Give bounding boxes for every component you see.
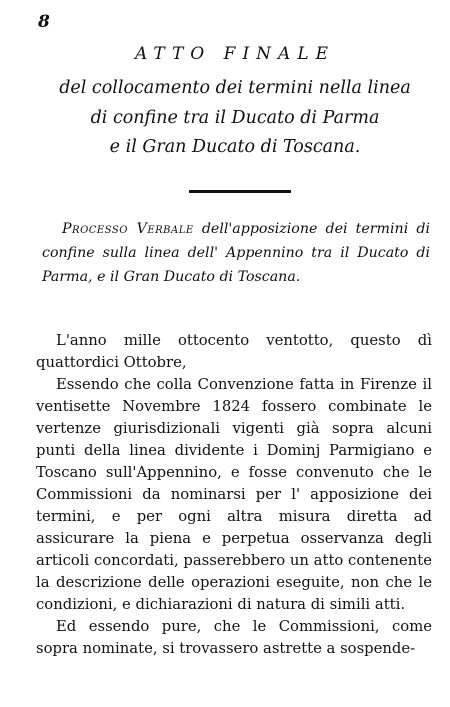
section-divider bbox=[189, 190, 291, 193]
document-subtitle-line-3: e il Gran Ducato di Toscana. bbox=[109, 137, 361, 157]
body-paragraph: L'anno mille ottocento ventotto, questo dì quattordici Ottobre, bbox=[36, 332, 432, 371]
body-paragraph: Ed essendo pure, che le Commissioni, come sopra nominate, si trovassero astrette a sospende- bbox=[36, 618, 432, 657]
processo-verbale-paragraph bbox=[42, 217, 430, 289]
page-number: 8 bbox=[38, 12, 50, 32]
document-subtitle-line-2: di confine tra il Ducato di Parma bbox=[90, 107, 380, 128]
title-block bbox=[40, 44, 430, 163]
processo-verbale-text: dell'apposizione dei termini di confine sulla linea dell' Appennino tra il Ducato di Parma, e il Gran Ducato di Toscana. bbox=[42, 221, 430, 285]
body-paragraph: Essendo che colla Convenzione fatta in Firenze il ventisette Novembre 1824 fossero combinate le vertenze giurisdizionali vigenti già sopra alcuni punti della linea dividente i Dominj Parmigiano e Toscano sull'Appennino, e fosse convenuto che le Commissioni da nominarsi per l' apposizione dei termini, e per ogni altra misura diretta ad assicurare la piena e perpetua osservanza degli articoli concordati, passerebbero un atto contenente la descrizione delle operazioni eseguite, non che le condizioni, e dichiarazioni di natura di simili atti. bbox=[36, 376, 432, 613]
body-text bbox=[36, 330, 432, 660]
document-title: ATTO FINALE bbox=[134, 44, 336, 64]
processo-verbale-heading: Processo Verbale bbox=[62, 221, 194, 237]
document-subtitle-line-1: del collocamento dei termini nella linea bbox=[59, 78, 411, 98]
